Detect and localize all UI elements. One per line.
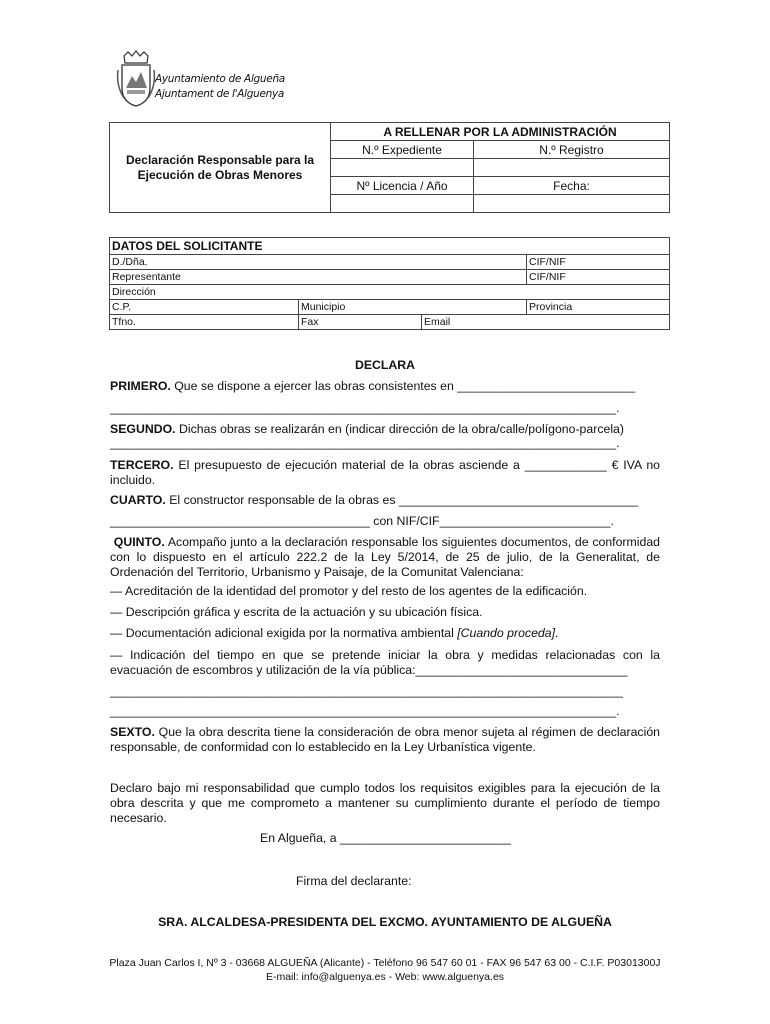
document-item: — Descripción gráfica y escrita de la actuación y su ubicación física. [110, 605, 483, 619]
item4-line[interactable]: ___________________________________________________________________________ [110, 684, 623, 698]
direccion-field[interactable]: Dirección [110, 285, 670, 300]
licencia-label: Nº Licencia / Año [331, 177, 474, 195]
sexto-paragraph: SEXTO. Que la obra descrita tiene la consideración de obra menor sujeta al régimen de declaración responsable, de conformidad con lo establecido en la Ley Urbanística vigente. [110, 725, 660, 754]
representante-field[interactable]: Representante [110, 270, 527, 285]
document-item: — Acreditación de la identidad del promotor y del resto de los agentes de la edificación. [110, 584, 588, 598]
admin-header: A RELLENAR POR LA ADMINISTRACIÓN [331, 123, 670, 141]
tfno-field[interactable]: Tfno. [110, 315, 299, 330]
place-date-line[interactable]: En Algueña, a _________________________ [260, 831, 511, 845]
addressee: SRA. ALCALDESA-PRESIDENTA DEL EXCMO. AYUNTAMIENTO DE ALGUEÑA [158, 915, 612, 929]
footer-address: Plaza Juan Carlos I, Nº 3 - 03668 ALGUEÑA (Alicante) - Teléfono 96 547 60 01 - FAX 96 547 63 00 - C.I.F. P0301300J [109, 957, 661, 969]
applicant-table [109, 237, 670, 330]
footer-contact: E-mail: info@alguenya.es - Web: www.alguenya.es [265, 971, 505, 983]
dna-field[interactable]: D./Dña. [110, 255, 527, 270]
declara-heading: DECLARA [354, 358, 416, 372]
quinto-paragraph: QUINTO. Acompaño junto a la declaración responsable los siguientes documentos, de conformidad con lo dispuesto en el artículo 222.2 de la Ley 5/2014, de 25 de julio, de la Generalitat, de Ordenación del Territorio, Urbanismo y Paisaje, de la Comunitat Valenciana: [110, 535, 661, 579]
coat-of-arms-logo [114, 50, 158, 108]
email-field[interactable]: Email [422, 315, 670, 330]
licencia-field[interactable] [331, 195, 474, 213]
primero-paragraph: PRIMERO. Que se dispone a ejercer las obras consistentes en __________________________ [110, 379, 636, 393]
municipio-field[interactable]: Municipio [299, 300, 527, 315]
applicant-header: DATOS DEL SOLICITANTE [110, 238, 670, 255]
cif-field-1[interactable]: CIF/NIF [527, 255, 670, 270]
document-item: — Documentación adicional exigida por la normativa ambiental [Cuando proceda]. [110, 626, 559, 640]
segundo-line[interactable]: __________________________________________________________________________. [110, 436, 620, 450]
tercero-paragraph: TERCERO. El presupuesto de ejecución material de la obras asciende a ____________ € IVA no incluido. [110, 458, 660, 487]
cuarto-line[interactable]: ______________________________________ con NIF/CIF_________________________. [110, 514, 614, 528]
primero-line[interactable]: __________________________________________________________________________. [110, 401, 620, 415]
expediente-label: N.º Expediente [331, 141, 474, 159]
segundo-paragraph: SEGUNDO. Dichas obras se realizarán en (indicar dirección de la obra/calle/polígono-parcela) [110, 422, 624, 436]
expediente-field[interactable] [331, 159, 474, 177]
cp-field[interactable]: C.P. [110, 300, 299, 315]
fecha-label: Fecha: [474, 177, 670, 195]
registro-label: N.º Registro [474, 141, 670, 159]
municipality-name: Ayuntamiento de Algueña Ajuntament de l'Alguenya [155, 73, 285, 100]
cuarto-paragraph: CUARTO. El constructor responsable de la obras es ___________________________________ [110, 493, 639, 507]
declaration-paragraph: Declaro bajo mi responsabilidad que cumplo todos los requisitos exigibles para la ejecución de la obra descrita y que me comprometo a mantener su cumplimiento durante el período de tiempo necesario. [110, 781, 660, 825]
item4-line[interactable]: __________________________________________________________________________. [110, 704, 620, 718]
fax-field[interactable]: Fax [299, 315, 422, 330]
cif-field-2[interactable]: CIF/NIF [527, 270, 670, 285]
form-title: Declaración Responsable para la Ejecución de Obras Menores [110, 123, 331, 213]
provincia-field[interactable]: Provincia [527, 300, 670, 315]
fecha-field[interactable] [474, 195, 670, 213]
document-item: — Indicación del tiempo en que se pretende iniciar la obra y medidas relacionadas con la evacuación de escombros y utilización de la vía pública:_______________________________ [110, 648, 660, 677]
signature-label: Firma del declarante: [296, 874, 412, 888]
registro-field[interactable] [474, 159, 670, 177]
administration-table [109, 122, 670, 213]
